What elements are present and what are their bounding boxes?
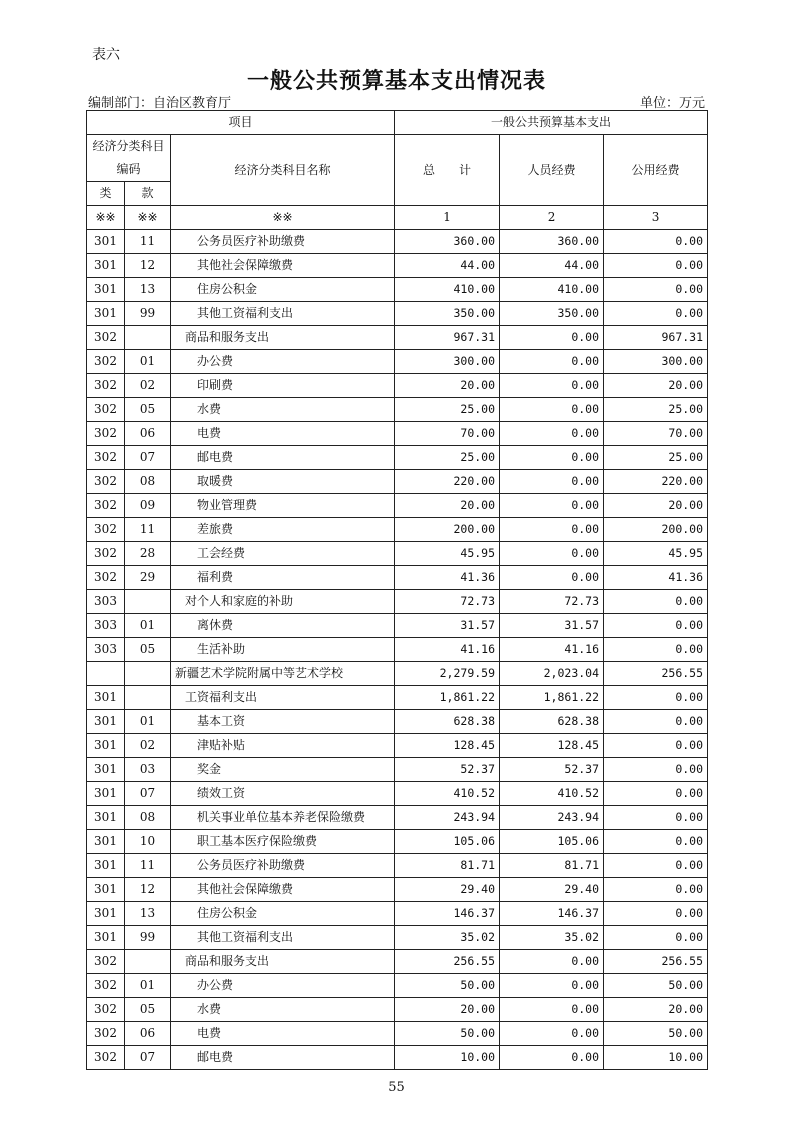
- table-row: [87, 998, 708, 1022]
- cell-public: 25.00: [604, 446, 708, 470]
- cell-lei: 301: [87, 830, 125, 854]
- cell-total: 25.00: [395, 398, 500, 422]
- table-row: [87, 1046, 708, 1070]
- cell-personnel: 128.45: [500, 734, 604, 758]
- table-row: [87, 374, 708, 398]
- table-row: [87, 782, 708, 806]
- cell-public: 256.55: [604, 950, 708, 974]
- cell-kuan: 11: [125, 854, 171, 878]
- cell-public: 220.00: [604, 470, 708, 494]
- cell-kuan: 05: [125, 398, 171, 422]
- table-row: [87, 446, 708, 470]
- cell-personnel: 44.00: [500, 254, 604, 278]
- cell-public: 300.00: [604, 350, 708, 374]
- cell-public: 0.00: [604, 638, 708, 662]
- cell-name: 工会经费: [171, 542, 395, 566]
- cell-public: 0.00: [604, 782, 708, 806]
- cell-lei: 301: [87, 878, 125, 902]
- cell-public: 50.00: [604, 1022, 708, 1046]
- cell-public: 0.00: [604, 590, 708, 614]
- cell-personnel: 35.02: [500, 926, 604, 950]
- cell-kuan: 10: [125, 830, 171, 854]
- cell-total: 350.00: [395, 302, 500, 326]
- cell-total: 128.45: [395, 734, 500, 758]
- cell-personnel: 0.00: [500, 326, 604, 350]
- cell-total: 41.16: [395, 638, 500, 662]
- table-row: [87, 1022, 708, 1046]
- cell-lei: 302: [87, 422, 125, 446]
- cell-public: 0.00: [604, 854, 708, 878]
- cell-lei: 302: [87, 1046, 125, 1070]
- cell-personnel: 41.16: [500, 638, 604, 662]
- cell-kuan: 01: [125, 614, 171, 638]
- table-row: [87, 494, 708, 518]
- cell-lei: 301: [87, 230, 125, 254]
- cell-total: 243.94: [395, 806, 500, 830]
- cell-public: 0.00: [604, 302, 708, 326]
- cell-name: 水费: [171, 398, 395, 422]
- cell-name: 离休费: [171, 614, 395, 638]
- cell-personnel: 0.00: [500, 1046, 604, 1070]
- cell-total: 10.00: [395, 1046, 500, 1070]
- cell-lei: 302: [87, 398, 125, 422]
- cell-total: 360.00: [395, 230, 500, 254]
- cell-name: 机关事业单位基本养老保险缴费: [171, 806, 395, 830]
- cell-kuan: 08: [125, 470, 171, 494]
- cell-lei: 302: [87, 1022, 125, 1046]
- table-row: [87, 230, 708, 254]
- cell-personnel: 0.00: [500, 398, 604, 422]
- cell-name: 办公费: [171, 974, 395, 998]
- cell-personnel: 31.57: [500, 614, 604, 638]
- cell-total: 41.36: [395, 566, 500, 590]
- cell-lei: [87, 662, 125, 686]
- cell-public: 41.36: [604, 566, 708, 590]
- cell-lei: 302: [87, 470, 125, 494]
- cell-lei: 301: [87, 854, 125, 878]
- header-mark-lei: ※※: [87, 206, 125, 230]
- cell-total: 200.00: [395, 518, 500, 542]
- cell-personnel: 146.37: [500, 902, 604, 926]
- cell-name: 津贴补贴: [171, 734, 395, 758]
- cell-public: 45.95: [604, 542, 708, 566]
- cell-public: 0.00: [604, 806, 708, 830]
- table-row: [87, 326, 708, 350]
- cell-lei: 302: [87, 950, 125, 974]
- cell-kuan: [125, 326, 171, 350]
- cell-personnel: 0.00: [500, 974, 604, 998]
- cell-personnel: 72.73: [500, 590, 604, 614]
- table-row: [87, 950, 708, 974]
- header-col-1: 1: [395, 206, 500, 230]
- cell-kuan: 01: [125, 710, 171, 734]
- cell-kuan: 08: [125, 806, 171, 830]
- cell-personnel: 0.00: [500, 494, 604, 518]
- cell-lei: 302: [87, 374, 125, 398]
- cell-personnel: 0.00: [500, 422, 604, 446]
- cell-public: 0.00: [604, 902, 708, 926]
- cell-kuan: 11: [125, 518, 171, 542]
- cell-personnel: 628.38: [500, 710, 604, 734]
- cell-lei: 301: [87, 926, 125, 950]
- table-row: [87, 638, 708, 662]
- cell-public: 0.00: [604, 758, 708, 782]
- cell-personnel: 0.00: [500, 470, 604, 494]
- header-item: 项目: [87, 111, 395, 135]
- cell-kuan: 07: [125, 782, 171, 806]
- cell-kuan: 07: [125, 1046, 171, 1070]
- cell-lei: 303: [87, 614, 125, 638]
- cell-lei: 302: [87, 350, 125, 374]
- cell-name: 其他工资福利支出: [171, 926, 395, 950]
- cell-name: 商品和服务支出: [171, 950, 395, 974]
- cell-total: 2,279.59: [395, 662, 500, 686]
- cell-name: 电费: [171, 1022, 395, 1046]
- page-title: 一般公共预算基本支出情况表: [246, 68, 546, 94]
- cell-kuan: 12: [125, 878, 171, 902]
- budget-table: [86, 110, 708, 1070]
- cell-name: 福利费: [171, 566, 395, 590]
- cell-name: 电费: [171, 422, 395, 446]
- header-col-2: 2: [500, 206, 604, 230]
- cell-name: 新疆艺术学院附属中等艺术学校: [171, 662, 395, 686]
- cell-public: 0.00: [604, 878, 708, 902]
- cell-total: 1,861.22: [395, 686, 500, 710]
- table-row: [87, 398, 708, 422]
- cell-kuan: 03: [125, 758, 171, 782]
- table-row: [87, 350, 708, 374]
- cell-total: 70.00: [395, 422, 500, 446]
- cell-lei: 301: [87, 710, 125, 734]
- cell-name: 水费: [171, 998, 395, 1022]
- cell-public: 0.00: [604, 254, 708, 278]
- cell-personnel: 0.00: [500, 1022, 604, 1046]
- cell-total: 20.00: [395, 998, 500, 1022]
- cell-kuan: 06: [125, 422, 171, 446]
- cell-lei: 303: [87, 638, 125, 662]
- cell-total: 31.57: [395, 614, 500, 638]
- cell-public: 20.00: [604, 998, 708, 1022]
- header-total: 总 计: [395, 135, 500, 206]
- cell-name: 其他社会保障缴费: [171, 878, 395, 902]
- cell-lei: 303: [87, 590, 125, 614]
- table-row: [87, 278, 708, 302]
- cell-public: 256.55: [604, 662, 708, 686]
- cell-kuan: 07: [125, 446, 171, 470]
- table-row: [87, 590, 708, 614]
- cell-name: 公务员医疗补助缴费: [171, 854, 395, 878]
- cell-name: 办公费: [171, 350, 395, 374]
- table-row: [87, 758, 708, 782]
- cell-personnel: 0.00: [500, 350, 604, 374]
- cell-name: 绩效工资: [171, 782, 395, 806]
- table-row: [87, 878, 708, 902]
- table-row: [87, 302, 708, 326]
- table-row: [87, 470, 708, 494]
- cell-name: 其他社会保障缴费: [171, 254, 395, 278]
- table-row: [87, 422, 708, 446]
- header-mark-name: ※※: [171, 206, 395, 230]
- table-row: [87, 566, 708, 590]
- cell-kuan: 99: [125, 302, 171, 326]
- cell-public: 50.00: [604, 974, 708, 998]
- cell-total: 52.37: [395, 758, 500, 782]
- cell-total: 256.55: [395, 950, 500, 974]
- cell-total: 45.95: [395, 542, 500, 566]
- cell-public: 20.00: [604, 374, 708, 398]
- cell-kuan: 01: [125, 350, 171, 374]
- cell-kuan: 28: [125, 542, 171, 566]
- cell-public: 967.31: [604, 326, 708, 350]
- cell-total: 50.00: [395, 1022, 500, 1046]
- table-row: [87, 830, 708, 854]
- cell-personnel: 52.37: [500, 758, 604, 782]
- cell-lei: 301: [87, 302, 125, 326]
- cell-public: 0.00: [604, 926, 708, 950]
- cell-personnel: 29.40: [500, 878, 604, 902]
- cell-public: 25.00: [604, 398, 708, 422]
- cell-public: 0.00: [604, 278, 708, 302]
- cell-kuan: 13: [125, 902, 171, 926]
- cell-kuan: [125, 590, 171, 614]
- cell-total: 146.37: [395, 902, 500, 926]
- table-row: [87, 662, 708, 686]
- cell-personnel: 0.00: [500, 998, 604, 1022]
- cell-lei: 301: [87, 686, 125, 710]
- cell-total: 967.31: [395, 326, 500, 350]
- header-public: 公用经费: [604, 135, 708, 206]
- cell-kuan: 11: [125, 230, 171, 254]
- cell-kuan: 09: [125, 494, 171, 518]
- cell-name: 对个人和家庭的补助: [171, 590, 395, 614]
- cell-personnel: 1,861.22: [500, 686, 604, 710]
- cell-total: 105.06: [395, 830, 500, 854]
- cell-name: 生活补助: [171, 638, 395, 662]
- cell-personnel: 105.06: [500, 830, 604, 854]
- cell-personnel: 0.00: [500, 518, 604, 542]
- cell-personnel: 243.94: [500, 806, 604, 830]
- cell-total: 72.73: [395, 590, 500, 614]
- cell-name: 取暖费: [171, 470, 395, 494]
- table-row: [87, 854, 708, 878]
- cell-public: 0.00: [604, 734, 708, 758]
- cell-name: 住房公积金: [171, 278, 395, 302]
- cell-lei: 302: [87, 998, 125, 1022]
- cell-name: 奖金: [171, 758, 395, 782]
- cell-kuan: 01: [125, 974, 171, 998]
- cell-personnel: 81.71: [500, 854, 604, 878]
- cell-public: 200.00: [604, 518, 708, 542]
- table-label: 表六: [92, 47, 120, 63]
- cell-public: 0.00: [604, 230, 708, 254]
- cell-total: 300.00: [395, 350, 500, 374]
- table-row: [87, 734, 708, 758]
- unit-label: 单位：万元: [639, 96, 705, 111]
- cell-total: 410.52: [395, 782, 500, 806]
- org-label: 编制部门：自治区教育厅: [88, 96, 232, 111]
- cell-kuan: 02: [125, 734, 171, 758]
- table-row: [87, 806, 708, 830]
- cell-name: 差旅费: [171, 518, 395, 542]
- header-mark-kuan: ※※: [125, 206, 171, 230]
- table-row: [87, 686, 708, 710]
- page-number: 55: [388, 1080, 405, 1095]
- header-col-3: 3: [604, 206, 708, 230]
- cell-lei: 301: [87, 734, 125, 758]
- cell-lei: 301: [87, 806, 125, 830]
- table-row: [87, 974, 708, 998]
- cell-personnel: 410.52: [500, 782, 604, 806]
- cell-kuan: [125, 950, 171, 974]
- cell-lei: 301: [87, 254, 125, 278]
- table-body: [87, 230, 708, 1070]
- table-header: [87, 111, 708, 230]
- cell-name: 其他工资福利支出: [171, 302, 395, 326]
- cell-public: 10.00: [604, 1046, 708, 1070]
- cell-lei: 301: [87, 782, 125, 806]
- cell-lei: 302: [87, 446, 125, 470]
- cell-public: 0.00: [604, 614, 708, 638]
- cell-name: 商品和服务支出: [171, 326, 395, 350]
- cell-name: 印刷费: [171, 374, 395, 398]
- header-budget: 一般公共预算基本支出: [395, 111, 708, 135]
- cell-kuan: 12: [125, 254, 171, 278]
- cell-name: 住房公积金: [171, 902, 395, 926]
- cell-personnel: 2,023.04: [500, 662, 604, 686]
- cell-lei: 301: [87, 758, 125, 782]
- cell-total: 44.00: [395, 254, 500, 278]
- cell-personnel: 360.00: [500, 230, 604, 254]
- cell-personnel: 0.00: [500, 542, 604, 566]
- cell-kuan: 02: [125, 374, 171, 398]
- cell-kuan: 05: [125, 638, 171, 662]
- cell-lei: 302: [87, 974, 125, 998]
- table-row: [87, 926, 708, 950]
- cell-lei: 302: [87, 494, 125, 518]
- header-name: 经济分类科目名称: [171, 135, 395, 206]
- cell-kuan: 29: [125, 566, 171, 590]
- cell-personnel: 0.00: [500, 374, 604, 398]
- cell-personnel: 0.00: [500, 566, 604, 590]
- cell-name: 公务员医疗补助缴费: [171, 230, 395, 254]
- cell-total: 628.38: [395, 710, 500, 734]
- header-kuan: 款: [125, 182, 171, 206]
- cell-name: 物业管理费: [171, 494, 395, 518]
- cell-public: 70.00: [604, 422, 708, 446]
- cell-kuan: 13: [125, 278, 171, 302]
- cell-personnel: 350.00: [500, 302, 604, 326]
- table-row: [87, 518, 708, 542]
- cell-total: 29.40: [395, 878, 500, 902]
- cell-total: 50.00: [395, 974, 500, 998]
- cell-lei: 302: [87, 518, 125, 542]
- cell-public: 0.00: [604, 830, 708, 854]
- table-row: [87, 614, 708, 638]
- cell-lei: 301: [87, 278, 125, 302]
- cell-name: 职工基本医疗保险缴费: [171, 830, 395, 854]
- header-lei: 类: [87, 182, 125, 206]
- cell-lei: 301: [87, 902, 125, 926]
- cell-lei: 302: [87, 566, 125, 590]
- table-row: [87, 710, 708, 734]
- cell-kuan: [125, 686, 171, 710]
- header-personnel: 人员经费: [500, 135, 604, 206]
- cell-total: 20.00: [395, 374, 500, 398]
- cell-kuan: 99: [125, 926, 171, 950]
- table-row: [87, 902, 708, 926]
- cell-kuan: 06: [125, 1022, 171, 1046]
- cell-name: 工资福利支出: [171, 686, 395, 710]
- table-row: [87, 254, 708, 278]
- table-row: [87, 542, 708, 566]
- cell-total: 20.00: [395, 494, 500, 518]
- cell-personnel: 0.00: [500, 446, 604, 470]
- cell-name: 邮电费: [171, 1046, 395, 1070]
- cell-name: 邮电费: [171, 446, 395, 470]
- cell-lei: 302: [87, 542, 125, 566]
- cell-name: 基本工资: [171, 710, 395, 734]
- cell-personnel: 0.00: [500, 950, 604, 974]
- cell-total: 25.00: [395, 446, 500, 470]
- cell-public: 0.00: [604, 710, 708, 734]
- cell-total: 410.00: [395, 278, 500, 302]
- cell-personnel: 410.00: [500, 278, 604, 302]
- cell-total: 81.71: [395, 854, 500, 878]
- cell-public: 20.00: [604, 494, 708, 518]
- cell-kuan: 05: [125, 998, 171, 1022]
- cell-total: 35.02: [395, 926, 500, 950]
- cell-lei: 302: [87, 326, 125, 350]
- cell-kuan: [125, 662, 171, 686]
- cell-total: 220.00: [395, 470, 500, 494]
- cell-public: 0.00: [604, 686, 708, 710]
- header-code: 经济分类科目编码: [87, 135, 171, 182]
